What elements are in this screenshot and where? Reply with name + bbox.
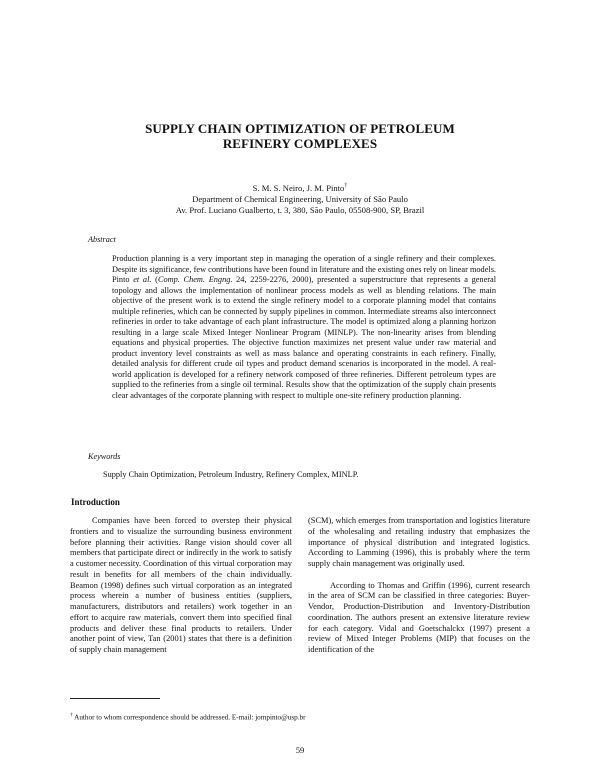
footnote-divider [70, 698, 160, 699]
abstract-text-b: . 24, 2259-2276, 2000), presented a superstructure that represents a general topology and allows the implementation of nonlinear process models as well as blending relations. The main objective of the present work is to extend the single refinery model to a corporate planning model that contains multiple refineries, which can be connected by supply pipelines in common. Intermediate streams also interconnect refineries in order to take advantage of each plant infrastructure. The model is optimized along a planning horizon resulting in a large scale Mixed Integer Nonlinear Program (MINLP). The non-linearity arises from blending equations and physical properties. The objective function maximizes net present value under raw material and product inventory level constraints as well as mass balance and operating constraints in each refinery. Finally, detailed analysis for different crude oil types and product demand scenarios is incorporated in the model. A real-world application is developed for a refinery network composed of three refineries. Different petroleum types are supplied to the refineries from a single oil terminal. Results show that the optimization of the supply chain presents clear advantages of the corporate planning with respect to multiple one-site refinery production planning. [112, 275, 497, 400]
title-line-1: SUPPLY CHAIN OPTIMIZATION OF PETROLEUM [145, 121, 455, 136]
footnote-mark: † [70, 712, 73, 718]
introduction-heading: Introduction [71, 497, 120, 507]
abstract-paren: ( [151, 275, 158, 284]
intro-paragraph-2: According to Thomas and Griffin (1996), current research in the area of SCM can be classified in three categories: Buyer-Vendor, Production-Distribution and Inventory-Distribution coordination. The authors present an extensive literature review for each category. Vidal and Goetschalckx (1997) present a review of Mixed Integer Problems (MIP) that focuses on the identification of the [308, 580, 530, 654]
intro-paragraph-1: Companies have been forced to overstep their physical frontiers and to visualize the surrounding business environment before planning their activities. Range vision should cover all members that participate direct or indirectly in the work to satisfy a customer necessity. Coordination of this virtual corporation may result in benefits for all members of the chain individually. Beamon (1998) defines such virtual corporation as an integrated process wherein a number of business entities (suppliers, manufacturers, distributors and retailers) work together in an effort to acquire raw materials, convert them into specified final products and deliver these final products to retailers. Under another point of view, Tan (2001) states that there is a definition of supply chain management [70, 516, 292, 654]
footnote-text: Author to whom correspondence should be addressed. E-mail: jompinto@usp.br [72, 713, 306, 722]
footnote [70, 712, 306, 721]
author-department: Department of Chemical Engineering, University of São Paulo [192, 193, 408, 204]
abstract-text-a: Production planning is a very important step in managing the operation of a single refinery and their complexes. Despite its significance, few contributions have been found in literature and the existing ones rely on linear models. Pinto [112, 254, 496, 284]
paper-title [0, 121, 600, 151]
author-block [0, 181, 600, 216]
abstract-journal: Comp. Chem. Engng [157, 275, 231, 284]
right-column [308, 516, 530, 656]
author-names-text: S. M. S. Neiro, J. M. Pinto [252, 182, 345, 193]
abstract-etal: et al. [133, 275, 152, 284]
left-column [70, 516, 292, 656]
title-line-2: REFINERY COMPLEXES [222, 136, 378, 151]
keywords-text: Supply Chain Optimization, Petroleum Industry, Refinery Complex, MINLP. [103, 470, 359, 479]
author-names [0, 181, 600, 194]
dagger-mark: † [344, 183, 348, 189]
abstract-heading: Abstract [88, 235, 116, 244]
keywords-heading: Keywords [88, 452, 121, 461]
abstract-body [112, 254, 496, 401]
author-address: Av. Prof. Luciano Gualberto, t. 3, 380, São Paulo, 05508-900, SP, Brazil [175, 204, 425, 215]
intro-paragraph-continued: (SCM), which emerges from transportation and logistics literature of the wholesaling and retailing industry that emphasizes the importance of physical distribution and integrated logistics. According to Lamming (1996), this is probably where the term supply chain management was originally used. [308, 516, 530, 568]
page-number: 59 [295, 745, 305, 755]
